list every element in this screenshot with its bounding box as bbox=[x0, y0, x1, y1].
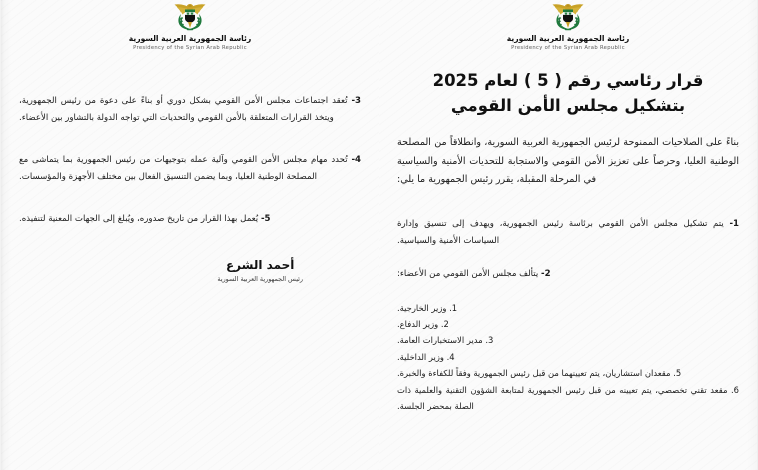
clause-5-text: يُعمل بهذا القرار من تاريخ صدوره، ويُبلغ إلى الجهات المعنية لتنفيذه. bbox=[19, 214, 259, 225]
list-item: 1. وزير الخارجية. bbox=[397, 302, 458, 313]
list-item: 6. مقعد تقني تخصصي، يتم تعيينه من قبل رئيس الجمهورية لمتابعة الشؤون التقنية والعلمية ذات الصلة بمحضر الجلسة. bbox=[397, 384, 739, 411]
clause-4-text: تُحدد مهام مجلس الأمن القومي وآلية عمله بتوجيهات من رئيس الجمهورية بما يتماشى مع المصلحة الوطنية العليا، وبما يضمن التنسيق الفعال بين مختلف الأجهزة والمؤسسات. bbox=[19, 155, 348, 182]
signatory-title: رئيس الجمهورية العربية السورية bbox=[217, 275, 303, 284]
clause-4-number: 4- bbox=[351, 155, 362, 166]
right-page-body bbox=[19, 51, 361, 285]
signatory-name: أحمد الشرع bbox=[225, 257, 295, 272]
spacer bbox=[19, 185, 361, 211]
clause-1-text: يتم تشكيل مجلس الأمن القومي برئاسة رئيس الجمهورية، ويهدف إلى تنسيق وإدارة السياسات الأمنية والسياسية. bbox=[397, 219, 724, 246]
clause-2-text: يتألف مجلس الأمن القومي من الأعضاء: bbox=[397, 269, 539, 280]
decree-title-line-1: قرار رئاسي رقم ( 5 ) لعام 2025 bbox=[432, 71, 704, 91]
letterhead-english-label: Presidency of the Syrian Arab Republic bbox=[511, 44, 625, 51]
clause-2 bbox=[397, 266, 739, 283]
spacer bbox=[19, 228, 361, 258]
letterhead-arabic-label: رئاسة الجمهورية العربية السورية bbox=[506, 34, 630, 43]
clause-3-text: تُعقد اجتماعات مجلس الأمن القومي بشكل دوري أو بناءً على دعوة من رئيس الجمهورية، ويتخذ القرارات المتعلقة بالأمن القومي والتحديات التي تواجه الدولة بالتشاور بين الأعضاء. bbox=[19, 96, 348, 123]
signature-area bbox=[19, 258, 361, 286]
clause-1 bbox=[397, 216, 739, 249]
clause-5-number: 5- bbox=[260, 214, 271, 225]
syrian-eagle-emblem bbox=[168, 2, 212, 32]
signature-block bbox=[217, 258, 303, 284]
spacer bbox=[397, 190, 739, 216]
clause-3 bbox=[19, 93, 361, 126]
clause-3-number: 3- bbox=[351, 96, 362, 107]
list-item: 2. وزير الدفاع. bbox=[397, 319, 449, 330]
list-item: 3. مدير الاستخبارات العامة. bbox=[397, 335, 494, 346]
spacer bbox=[397, 283, 739, 300]
document-page-left bbox=[379, 0, 758, 470]
spacer bbox=[19, 126, 361, 152]
letterhead-left bbox=[379, 0, 757, 51]
clause-1-number: 1- bbox=[729, 219, 740, 230]
left-page-body bbox=[397, 118, 739, 414]
clause-2-number: 2- bbox=[541, 269, 551, 280]
letterhead-right bbox=[1, 0, 379, 51]
letterhead-arabic-label: رئاسة الجمهورية العربية السورية bbox=[128, 34, 252, 43]
letterhead-english-label: Presidency of the Syrian Arab Republic bbox=[133, 44, 247, 51]
spacer bbox=[397, 249, 739, 266]
syrian-eagle-emblem bbox=[546, 2, 590, 32]
decree-preamble: بناءً على الصلاحيات الممنوحة لرئيس الجمهورية العربية السورية، وانطلاقاً من المصلحة الوطنية العليا، وحرصاً على تعزيز الأمن القومي والاستجابة للتحديات الأمنية والسياسية في المرحلة المقبلة، يقرر رئيس الجمهورية ما يلي: bbox=[397, 137, 739, 186]
clause-5 bbox=[19, 211, 361, 228]
decree-title-line-2: بتشكيل مجلس الأمن القومي bbox=[450, 95, 686, 115]
list-item: 4. وزير الداخلية. bbox=[397, 351, 455, 362]
council-members-list bbox=[397, 300, 739, 415]
list-item: 5. مقعدان استشاريان، يتم تعيينهما من قبل رئيس الجمهورية وفقاً للكفاءة والخبرة. bbox=[397, 368, 682, 379]
decree-title bbox=[413, 69, 723, 118]
clause-4 bbox=[19, 152, 361, 185]
